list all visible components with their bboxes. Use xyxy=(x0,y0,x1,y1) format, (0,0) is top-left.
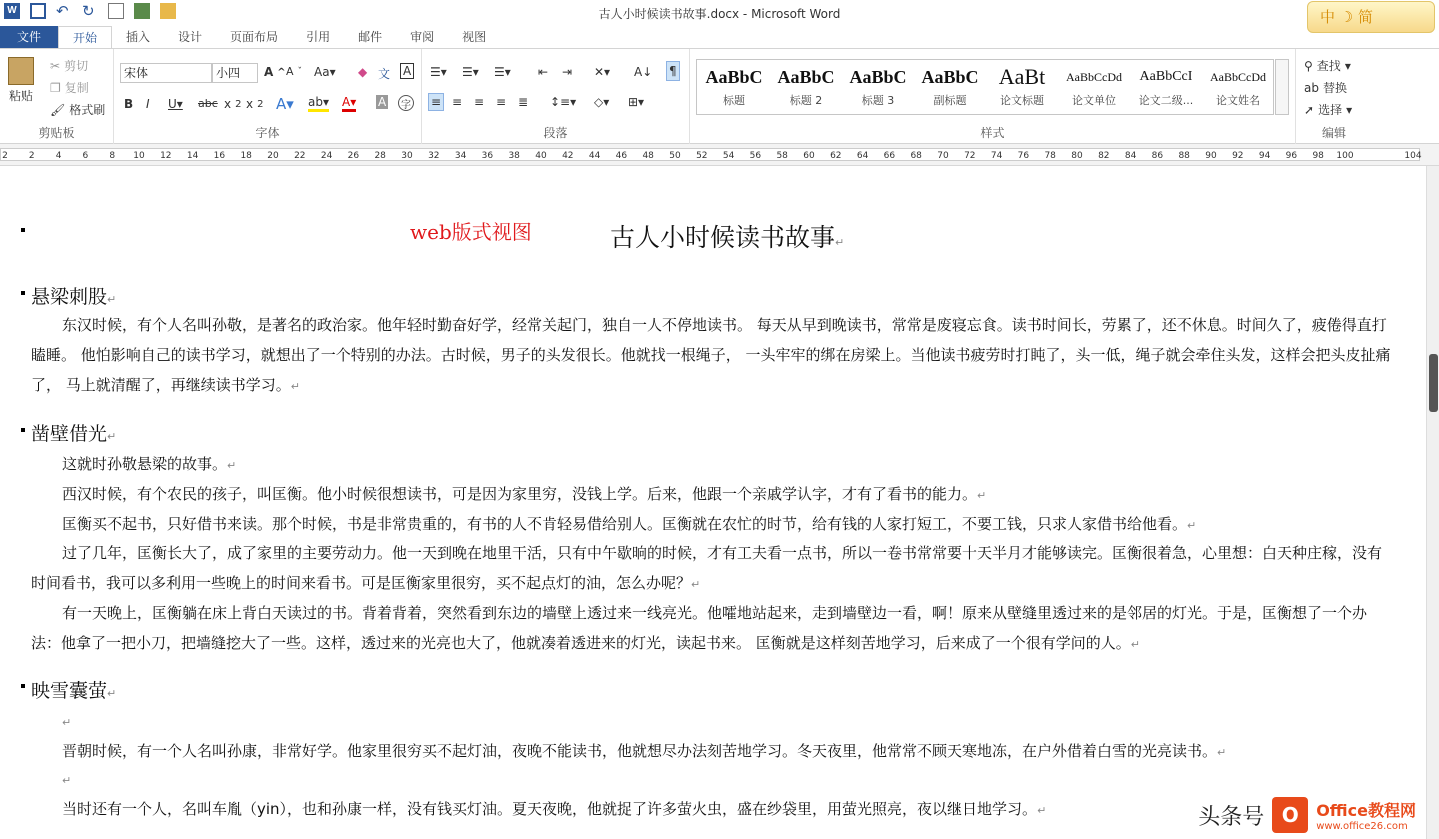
justify-icon[interactable]: ≡ xyxy=(496,95,507,109)
paragraph-mark: ↵ xyxy=(62,774,72,787)
format-painter-label: 格式刷 xyxy=(69,103,106,117)
paragraph-mark: ↵ xyxy=(107,687,117,700)
section-heading-text: 凿壁借光 xyxy=(31,423,108,445)
style-sample: AaBt xyxy=(998,64,1046,89)
body-line-text: 西汉时候，有个农民的孩子，叫匡衡。他小时候很想读书，可是因为家里穷，没钱上学。后来，他跟一个亲戚学认字，才有了看书的能力。 xyxy=(62,485,978,503)
copy-button[interactable] xyxy=(50,79,89,96)
paragraph-mark: ↵ xyxy=(227,459,237,472)
font-size-combo[interactable]: 小四 xyxy=(212,63,258,83)
clipboard-group-label: 剪贴板 xyxy=(38,126,75,140)
body-line xyxy=(62,798,1046,819)
cut-button[interactable] xyxy=(50,57,88,74)
ruler-tick-label: 4 xyxy=(55,151,62,161)
phonetic-guide-icon[interactable]: 文 xyxy=(378,67,391,81)
tab-view[interactable]: 视图 xyxy=(462,30,487,44)
style-sample: AaBbC xyxy=(705,67,763,87)
paragraph-mark: ↵ xyxy=(1130,638,1140,651)
ruler-tick-label: 14 xyxy=(186,151,199,161)
paragraph-mark: ↵ xyxy=(977,489,987,502)
font-group xyxy=(114,49,422,144)
line-spacing-icon[interactable]: ↕≡▾ xyxy=(550,95,577,109)
ruler-tick-label: 6 xyxy=(82,151,89,161)
ruler-tick-label: 56 xyxy=(749,151,762,161)
style-name: 副标题 xyxy=(933,94,967,107)
brand-site: Office教程网 xyxy=(1316,801,1416,820)
horizontal-ruler[interactable] xyxy=(0,144,1439,166)
ruler-tick-label: 78 xyxy=(1044,151,1056,161)
copy-label: 复制 xyxy=(64,81,89,95)
bullets-icon[interactable]: ☰▾ xyxy=(430,65,447,79)
ribbon xyxy=(0,48,1439,144)
find-button[interactable]: ⚲ 查找 ▾ xyxy=(1304,58,1351,73)
ruler-tick-label: 86 xyxy=(1151,151,1164,161)
replace-button[interactable] xyxy=(1304,79,1347,96)
word-app-icon[interactable]: W xyxy=(4,3,20,19)
find-label: 查找 xyxy=(1316,59,1341,73)
font-color-icon[interactable]: A▾ xyxy=(342,95,356,112)
align-left-icon[interactable]: ≡ xyxy=(428,93,444,111)
section-heading xyxy=(31,282,116,309)
chinese-layout-icon[interactable]: ✕▾ xyxy=(594,65,611,79)
paragraph-mark: ↵ xyxy=(62,716,72,729)
shrink-font-button[interactable]: A ˇ xyxy=(286,65,303,78)
paragraph-group-label: 段落 xyxy=(543,126,568,140)
decrease-indent-icon[interactable]: ⇤ xyxy=(538,65,549,79)
empty-line xyxy=(62,712,71,730)
ruler-tick-label: 60 xyxy=(803,151,815,161)
paragraph-marker xyxy=(21,228,25,232)
paragraph-mark: ↵ xyxy=(1037,804,1047,817)
vertical-scrollbar[interactable] xyxy=(1426,166,1439,839)
paragraph-mark: ↵ xyxy=(290,380,300,393)
document-title xyxy=(610,218,844,254)
body-line xyxy=(62,513,1196,534)
ruler-tick-label: 84 xyxy=(1124,151,1137,161)
body-line-text: 当时还有一个人，名叫车胤（yin），也和孙康一样，没有钱买灯油。夏天夜晚，他就捉了许多萤火虫，盛在纱袋里，用萤光照亮，夜以继日地学习。 xyxy=(62,800,1038,818)
char-border-icon[interactable]: A xyxy=(400,63,414,79)
superscript-button[interactable]: x 2 xyxy=(246,97,264,111)
tab-home[interactable]: 开始 xyxy=(58,26,112,48)
tab-file[interactable]: 文件 xyxy=(0,26,58,48)
ruler-tick-label: 30 xyxy=(401,151,413,161)
ruler-tick-label: 42 xyxy=(562,151,574,161)
ribbon-tabs xyxy=(0,26,1439,48)
ruler-tick-label: 62 xyxy=(830,151,842,161)
ruler-tick-label: 54 xyxy=(722,151,735,161)
paragraph-group xyxy=(422,49,690,144)
increase-indent-icon[interactable]: ⇥ xyxy=(562,65,573,79)
body-line-text: 这就时孙敬悬梁的故事。 xyxy=(62,455,228,473)
paragraph-mark: ↵ xyxy=(107,430,117,443)
ruler-tick-label: 40 xyxy=(535,151,547,161)
body-line-text: 匡衡买不起书，只好借书来读。那个时候，书是非常贵重的，有书的人不肯轻易借给别人。匡衡就在农忙的时节，给有钱的人家打短工，不要工钱，只求人家借书给他看。 xyxy=(62,515,1188,533)
borders-icon[interactable]: ⊞▾ xyxy=(628,95,645,109)
ruler-tick-label: 10 xyxy=(133,151,145,161)
ruler-tick-label: 100 xyxy=(1336,151,1354,161)
toutiao-label: 头条号 xyxy=(1198,804,1265,830)
ruler-tick-label: 58 xyxy=(776,151,788,161)
ruler-tick-label: 52 xyxy=(696,151,708,161)
document-area[interactable] xyxy=(0,166,1426,839)
cursor-icon: ➚ xyxy=(1304,102,1315,117)
body-paragraph xyxy=(31,538,1393,600)
view-mode-note: web版式视图 xyxy=(410,220,532,244)
redo-icon[interactable]: ↻ xyxy=(82,2,95,20)
style-name: 标题 2 xyxy=(789,94,823,107)
ruler-track xyxy=(0,148,1420,161)
ruler-tick-label: 68 xyxy=(910,151,922,161)
grow-font-button[interactable]: A ^ xyxy=(264,65,286,79)
ruler-tick-label: 92 xyxy=(1232,151,1244,161)
body-line xyxy=(62,453,236,474)
align-center-icon[interactable]: ≡ xyxy=(452,95,463,109)
align-right-icon[interactable]: ≡ xyxy=(474,95,485,109)
ruler-tick-label: 48 xyxy=(642,151,654,161)
style-name: 论文姓名 xyxy=(1216,94,1260,107)
style-sample: AaBbC xyxy=(777,67,835,87)
cut-label: 剪切 xyxy=(64,59,89,73)
paragraph-mark: ↵ xyxy=(1217,746,1227,759)
show-marks-icon[interactable]: ¶ xyxy=(666,61,680,81)
ime-indicator[interactable]: 中 ☽ 简 xyxy=(1307,1,1435,33)
copy-icon: ❐ xyxy=(50,80,61,95)
text-effects-button[interactable]: A▾ xyxy=(276,95,294,113)
replace-icon: ab xyxy=(1304,80,1319,95)
scissors-icon: ✂ xyxy=(50,58,61,73)
multilevel-list-icon[interactable]: ☰▾ xyxy=(494,65,511,79)
ruler-tick-label: 2 xyxy=(28,151,35,161)
body-paragraph xyxy=(31,598,1393,660)
tab-references[interactable]: 引用 xyxy=(306,30,331,44)
ruler-tick-label: 12 xyxy=(160,151,172,161)
shading-icon[interactable]: ◇▾ xyxy=(594,95,610,109)
sort-icon[interactable]: A↓ xyxy=(634,65,653,79)
ruler-tick-label: 74 xyxy=(990,151,1003,161)
window-title: 古人小时候读书故事.docx - Microsoft Word xyxy=(598,7,841,21)
ruler-tick-label: 82 xyxy=(1098,151,1110,161)
font-name-combo[interactable]: 宋体 xyxy=(120,63,212,83)
select-button[interactable]: ➚ 选择 ▾ xyxy=(1304,102,1353,117)
tab-insert[interactable]: 插入 xyxy=(126,30,151,44)
brand-text xyxy=(1316,798,1416,832)
paragraph-marker xyxy=(21,428,25,432)
ruler-tick-label: 26 xyxy=(347,151,360,161)
ruler-tick-label: 104 xyxy=(1404,151,1422,161)
style-name: 标题 xyxy=(723,94,745,107)
ruler-tick-label: 8 xyxy=(109,151,116,161)
style-sample: AaBbC xyxy=(921,67,979,87)
section-heading-text: 映雪囊萤 xyxy=(31,680,108,702)
editing-group xyxy=(1296,49,1372,144)
tab-review[interactable]: 审阅 xyxy=(410,30,435,44)
styles-group-label: 样式 xyxy=(980,126,1005,140)
change-case-button[interactable]: Aa▾ xyxy=(314,65,336,79)
ruler-tick-label: 96 xyxy=(1285,151,1298,161)
format-painter-button[interactable] xyxy=(50,101,105,118)
empty-line xyxy=(62,770,71,788)
bold-button[interactable]: B xyxy=(124,97,134,111)
ruler-tick-label: 44 xyxy=(588,151,601,161)
paragraph-mark: ↵ xyxy=(1187,519,1197,532)
paragraph-marker xyxy=(21,291,25,295)
tab-design[interactable]: 设计 xyxy=(178,30,203,44)
section-heading xyxy=(31,676,116,703)
body-paragraph-text: 过了几年，匡衡长大了，成了家里的主要劳动力。他一天到晚在地里干活，只有中午歇晌的时候，才有工夫看一点书，所以一卷书常常要十天半月才能够读完。匡衡很着急，心里想：白天种庄稼，没有时间看书，我可以多利用一些晚上的时间来看书。可是匡衡家里很穷，买不起点灯的油，怎么办呢？ xyxy=(31,544,1383,592)
ruler-tick-label: 80 xyxy=(1071,151,1083,161)
body-line xyxy=(62,740,1226,761)
ruler-tick-label: 70 xyxy=(937,151,949,161)
styles-group xyxy=(690,49,1296,144)
italic-button[interactable]: I xyxy=(146,97,150,111)
document-title-text: 古人小时候读书故事 xyxy=(610,223,836,252)
brush-icon: 🖌 xyxy=(50,102,66,117)
ruler-tick-label: 64 xyxy=(856,151,869,161)
numbering-icon[interactable]: ☰▾ xyxy=(462,65,479,79)
body-line-text: 晋朝时候，有一个人名叫孙康，非常好学。他家里很穷买不起灯油，夜晚不能读书，他就想尽办法刻苦地学习。冬天夜里，他常常不顾天寒地冻，在户外借着白雪的光亮读书。 xyxy=(62,742,1218,760)
ruler-tick-label: 94 xyxy=(1258,151,1271,161)
highlight-icon[interactable]: ab▾ xyxy=(308,95,329,112)
style-sample: AaBbCcDd xyxy=(1210,70,1266,84)
body-paragraph-text: 有一天晚上，匡衡躺在床上背白天读过的书。背着背着，突然看到东边的墙壁上透过来一线亮光。他嚯地站起来，走到墙壁边一看，啊！原来从壁缝里透过来的是邻居的灯光。于是，匡衡想了一个办法：他拿了一把小刀，把墙缝挖大了一些。这样，透过来的光亮也大了，他就凑着透进来的灯光，读起书来。 匡衡就是这样刻苦地学习，后来成了一个很有学问的人。 xyxy=(31,604,1368,652)
ruler-tick-label: 98 xyxy=(1312,151,1324,161)
strikethrough-button[interactable]: abc xyxy=(198,97,218,110)
ruler-tick-label: 20 xyxy=(267,151,279,161)
body-paragraph-text: 东汉时候，有个人名叫孙敬，是著名的政治家。他年轻时勤奋好学，经常关起门，独自一人不停地读书。 每天从早到晚读书，常常是废寝忘食。读书时间长，劳累了，还不休息。时间久了，疲倦得直打瞌睡。 他怕影响自己的读书学习，就想出了一个特别的办法。古时候，男子的头发很长。他就找一根绳子， 一头牢牢的绑在房梁上。当他读书疲劳时打盹了，头一低，绳子就会牵住头发，这样会把头皮扯痛了， 马上就清醒了，再继续读书学习。 xyxy=(31,316,1391,394)
ruler-tick-label: 66 xyxy=(883,151,896,161)
distributed-icon[interactable]: ≣ xyxy=(518,95,529,109)
enclose-char-icon[interactable]: 字 xyxy=(398,95,414,111)
ruler-tick-label: 32 xyxy=(428,151,440,161)
ruler-tick-label: 18 xyxy=(240,151,252,161)
clipboard-group xyxy=(0,49,114,144)
ruler-tick-label: 34 xyxy=(454,151,467,161)
paste-label: 粘贴 xyxy=(8,89,33,103)
brand-url: www.office26.com xyxy=(1316,821,1408,832)
section-heading xyxy=(31,419,116,446)
underline-button[interactable]: U▾ xyxy=(168,97,183,111)
clipboard-icon xyxy=(8,57,34,85)
font-group-label: 字体 xyxy=(255,126,280,140)
paragraph-mark: ↵ xyxy=(835,236,845,249)
subscript-button[interactable]: x 2 xyxy=(224,97,242,111)
ruler-tick-label: 22 xyxy=(294,151,306,161)
tab-mailings[interactable]: 邮件 xyxy=(358,30,383,44)
style-sample: AaBbCcDd xyxy=(1066,70,1122,84)
ruler-tick-label: 2 xyxy=(2,151,8,161)
style-name: 论文标题 xyxy=(1000,94,1044,107)
paragraph-marker xyxy=(21,684,25,688)
ruler-tick-label: 76 xyxy=(1017,151,1030,161)
style-sample: AaBbC xyxy=(849,67,907,87)
replace-label: 替换 xyxy=(1322,81,1347,95)
ruler-tick-label: 90 xyxy=(1205,151,1217,161)
ruler-tick-label: 28 xyxy=(374,151,386,161)
ruler-tick-label: 24 xyxy=(320,151,333,161)
body-line xyxy=(62,483,986,504)
body-paragraph xyxy=(31,310,1393,402)
ruler-tick-label: 46 xyxy=(615,151,628,161)
section-heading-text: 悬梁刺股 xyxy=(31,286,108,308)
scroll-thumb[interactable] xyxy=(1429,354,1438,412)
ruler-tick-label: 36 xyxy=(481,151,494,161)
office-logo-icon: O xyxy=(1272,797,1308,833)
char-shading-icon[interactable]: A xyxy=(378,95,387,109)
ruler-tick-label: 72 xyxy=(964,151,976,161)
paste-button[interactable] xyxy=(8,57,34,104)
ruler-tick-label: 88 xyxy=(1178,151,1190,161)
ruler-tick-label: 16 xyxy=(213,151,226,161)
watermark-brand xyxy=(1198,797,1416,833)
ruler-tick-label: 50 xyxy=(669,151,681,161)
paragraph-mark: ↵ xyxy=(691,578,701,591)
editing-group-label: 编辑 xyxy=(1321,126,1346,140)
ruler-tick-label: 38 xyxy=(508,151,520,161)
style-sample: AaBbCcI xyxy=(1139,69,1193,84)
style-name: 标题 3 xyxy=(861,94,895,107)
paragraph-mark: ↵ xyxy=(107,293,117,306)
style-name: 论文单位 xyxy=(1072,94,1116,107)
style-name: 论文二级... xyxy=(1138,94,1194,107)
select-label: 选择 xyxy=(1318,103,1343,117)
tab-page-layout[interactable]: 页面布局 xyxy=(230,30,279,44)
clear-format-icon[interactable]: ◆ xyxy=(358,65,368,79)
binoculars-icon: ⚲ xyxy=(1304,58,1313,73)
title-bar xyxy=(0,0,1439,26)
undo-icon[interactable]: ↶ xyxy=(56,2,69,20)
